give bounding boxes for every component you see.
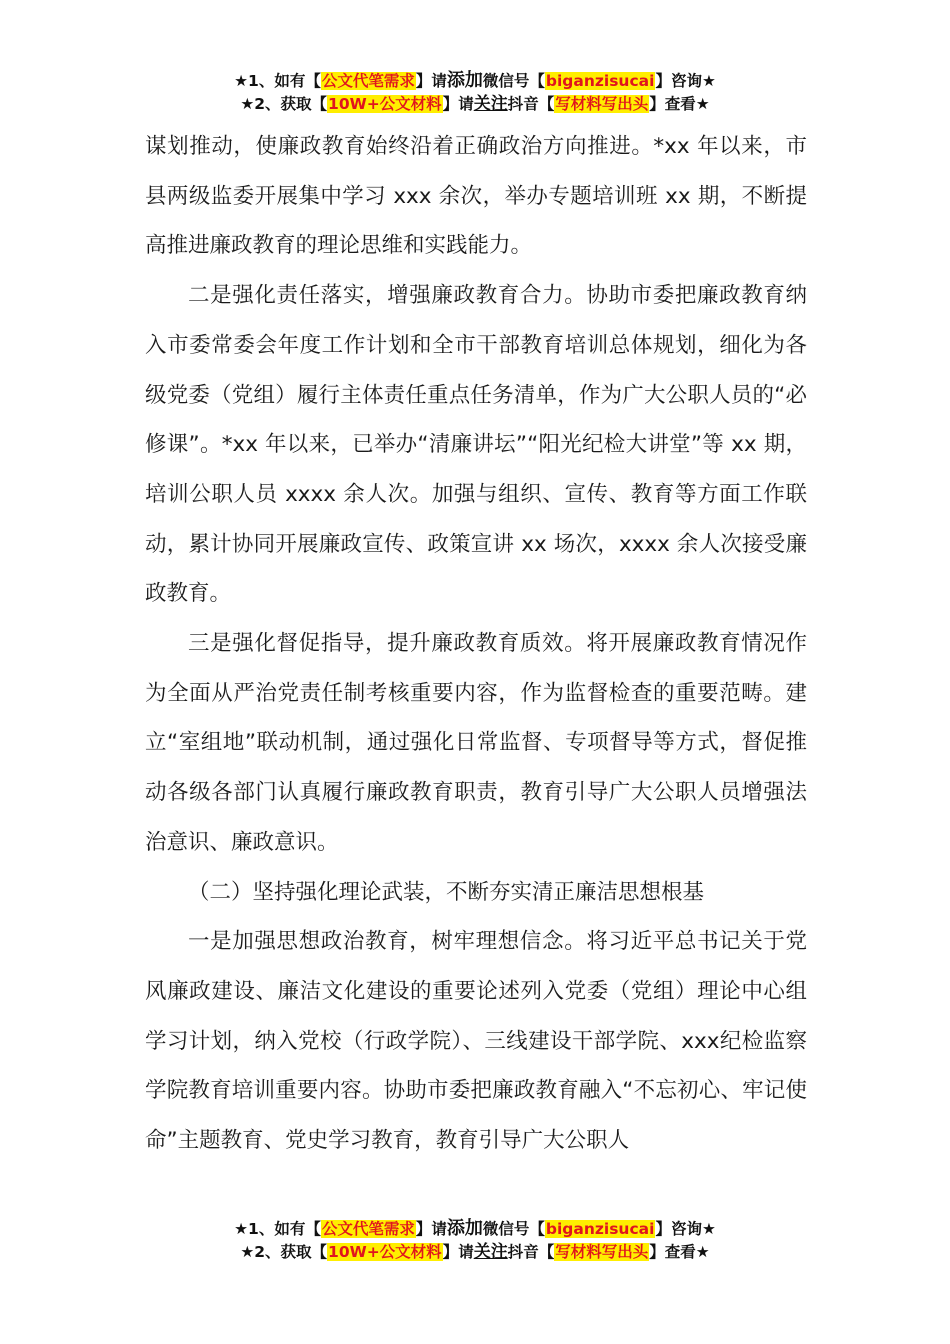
- banner-line-1: [0, 1217, 950, 1241]
- banner-text: ★2、获取【: [240, 1243, 328, 1261]
- highlight-materials: 10W+公文材料: [328, 1243, 442, 1261]
- banner-text: 】查看★: [649, 95, 710, 113]
- highlight-materials: 10W+公文材料: [328, 95, 442, 113]
- banner-text: 抖音【: [507, 1243, 555, 1261]
- banner-text: ★1、如有【: [234, 72, 321, 90]
- banner-text: 】请: [415, 1220, 447, 1238]
- banner-text: 】咨询★: [655, 72, 716, 90]
- paragraph-supervision: 三是强化督促指导，提升廉政教育质效。将开展廉政教育情况作为全面从严治党责任制考核重要内容，作为监督检查的重要范畴。建立“室组地”联动机制，通过强化日常监督、专项督导等方式，督促推动各级各部门认真履行廉政教育职责，教育引导广大公职人员增强法治意识、廉政意识。: [145, 631, 807, 855]
- section-heading: （二）坚持强化理论武装，不断夯实清正廉洁思想根基: [188, 879, 705, 905]
- banner-underline: 关注: [473, 1242, 508, 1262]
- footer-banner: [0, 1217, 950, 1264]
- document-body: [145, 122, 807, 1166]
- highlight-service: 公文代笔需求: [321, 1220, 415, 1238]
- highlight-wechat-id: biganzisucai: [545, 72, 655, 90]
- highlight-douyin: 写材料写出头: [555, 95, 649, 113]
- banner-underline: 关注: [473, 94, 508, 114]
- banner-text: 】请: [442, 95, 474, 113]
- banner-text: 】咨询★: [655, 1220, 716, 1238]
- banner-text: ★2、获取【: [240, 95, 328, 113]
- banner-text: 抖音【: [507, 95, 555, 113]
- header-banner: [0, 69, 950, 116]
- banner-line-2: [0, 1241, 950, 1264]
- banner-emphasis: 添加: [446, 70, 483, 91]
- highlight-wechat-id: biganzisucai: [545, 1220, 655, 1238]
- banner-line-1: [0, 69, 950, 93]
- paragraph-continuation: 谋划推动，使廉政教育始终沿着正确政治方向推进。*xx 年以来，市县两级监委开展集中学习 xxx 余次，举办专题培训班 xx 期，不断提高推进廉政教育的理论思维和实践能力。: [145, 134, 807, 259]
- paragraph-responsibility: 二是强化责任落实，增强廉政教育合力。协助市委把廉政教育纳入市委常委会年度工作计划和全市干部教育培训总体规划，细化为各级党委（党组）履行主体责任重点任务清单，作为广大公职人员的“必修课”。*xx 年以来，已举办“清廉讲坛”“阳光纪检大讲堂”等 xx 期，培训公职人员 xxxx 余人次。加强与组织、宣传、教育等方面工作联动，累计协同开展廉政宣传、政策宣讲 xx 场次，xxxx 余人次接受廉政教育。: [145, 283, 807, 607]
- paragraph-ideology: 一是加强思想政治教育，树牢理想信念。将习近平总书记关于党风廉政建设、廉洁文化建设的重要论述列入党委（党组）理论中心组学习计划，纳入党校（行政学院）、三线建设干部学院、xxx纪检监察学院教育培训重要内容。协助市委把廉政教育融入“不忘初心、牢记使命”主题教育、党史学习教育，教育引导广大公职人: [145, 929, 807, 1154]
- banner-text: ★1、如有【: [234, 1220, 321, 1238]
- banner-text: 】查看★: [649, 1243, 710, 1261]
- banner-line-2: [0, 93, 950, 116]
- highlight-douyin: 写材料写出头: [555, 1243, 649, 1261]
- banner-text: 】请: [415, 72, 447, 90]
- highlight-service: 公文代笔需求: [321, 72, 415, 90]
- banner-emphasis: 添加: [446, 1218, 483, 1239]
- banner-text: 】请: [442, 1243, 474, 1261]
- banner-text: 微信号【: [482, 72, 545, 90]
- banner-text: 微信号【: [482, 1220, 545, 1238]
